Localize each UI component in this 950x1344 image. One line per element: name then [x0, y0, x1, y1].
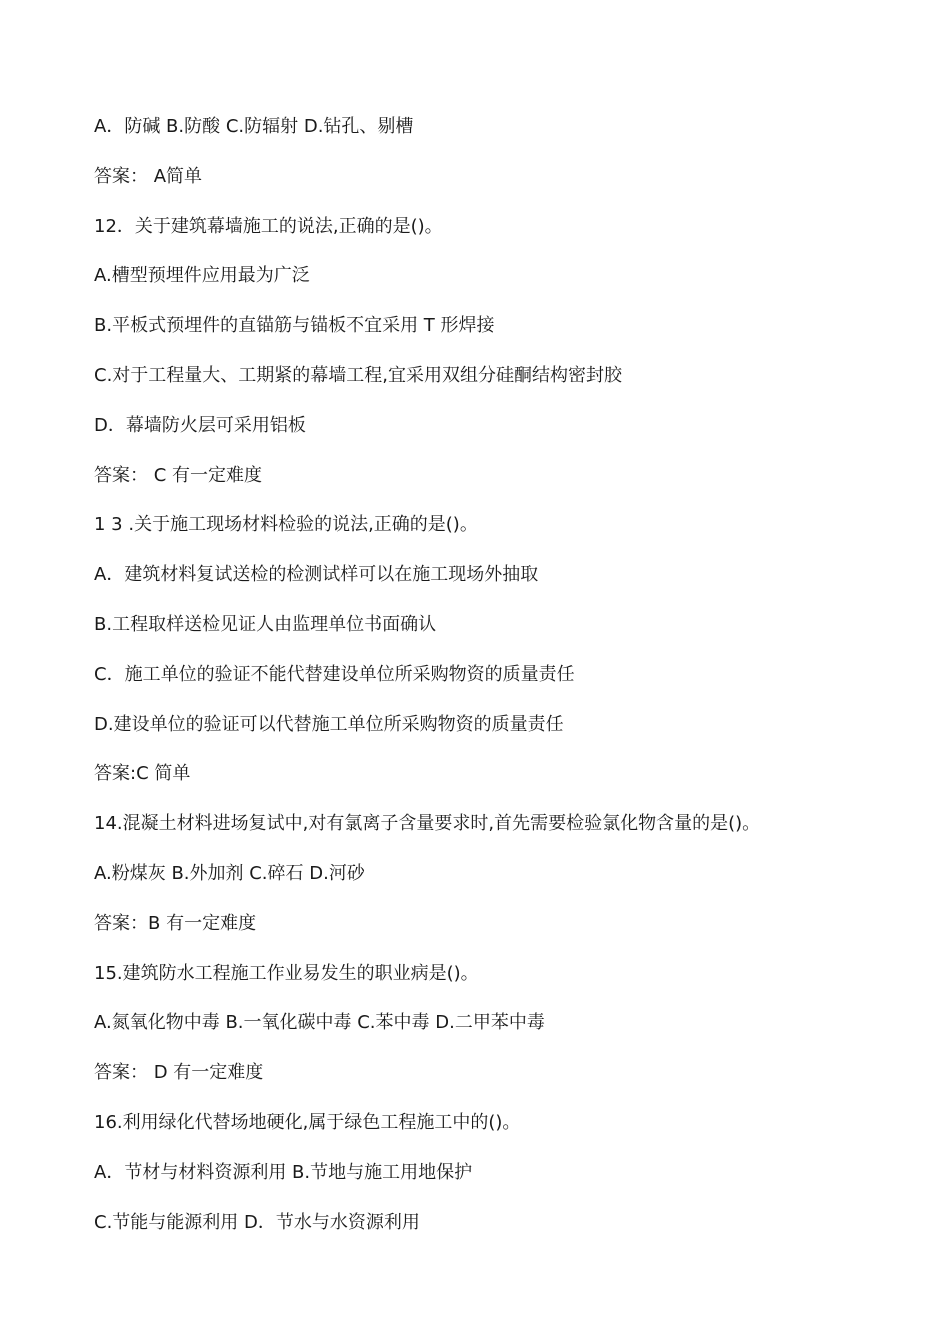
option-line: B.平板式预埋件的直锚筋与锚板不宜采用 T 形焊接 — [94, 315, 495, 337]
question-line: 15.建筑防水工程施工作业易发生的职业病是()。 — [94, 962, 479, 984]
option-line: C.节能与能源利用 D．节水与水资源利用 — [94, 1211, 420, 1233]
question-line: 16.利用绿化代替场地硬化,属于绿色工程施工中的()。 — [94, 1111, 521, 1133]
option-line: A.槽型预埋件应用最为广泛 — [94, 265, 310, 287]
option-line: A.粉煤灰 B.外加剂 C.碎石 D.河砂 — [94, 862, 365, 884]
option-line: D.建设单位的验证可以代替施工单位所采购物资的质量责任 — [94, 713, 564, 735]
question-line: 14.混凝土材料进场复试中,对有氯离子含量要求时,首先需要检验氯化物含量的是()。 — [94, 813, 761, 835]
option-line: A．防碱 B.防酸 C.防辐射 D.钻孔、剔槽 — [94, 116, 414, 137]
answer-line: 答案:C 简单 — [94, 763, 191, 785]
answer-line: 答案： D 有一定难度 — [94, 1062, 264, 1084]
answer-line: 答案：B 有一定难度 — [94, 912, 257, 934]
option-line: A．建筑材料复试送检的检测试样可以在施工现场外抽取 — [94, 564, 539, 586]
option-line: A．节材与材料资源利用 B.节地与施工用地保护 — [94, 1161, 473, 1183]
option-line: C．施工单位的验证不能代替建设单位所采购物资的质量责任 — [94, 663, 575, 685]
option-line: A.氮氧化物中毒 B.一氧化碳中毒 C.苯中毒 D.二甲苯中毒 — [94, 1012, 545, 1034]
document-body — [94, 112, 934, 1257]
option-line: C.对于工程量大、工期紧的幕墙工程,宜采用双组分硅酮结构密封胶 — [94, 364, 623, 386]
answer-line: 答案： A简单 — [94, 165, 203, 187]
question-line: 1 3 .关于施工现场材料检验的说法,正确的是()。 — [94, 514, 478, 536]
option-line: B.工程取样送检见证人由监理单位书面确认 — [94, 613, 437, 635]
option-line: D．幕墙防火层可采用铝板 — [94, 414, 306, 436]
answer-line: 答案： C 有一定难度 — [94, 464, 263, 486]
question-line: 12．关于建筑幕墙施工的说法,正确的是()。 — [94, 215, 443, 237]
